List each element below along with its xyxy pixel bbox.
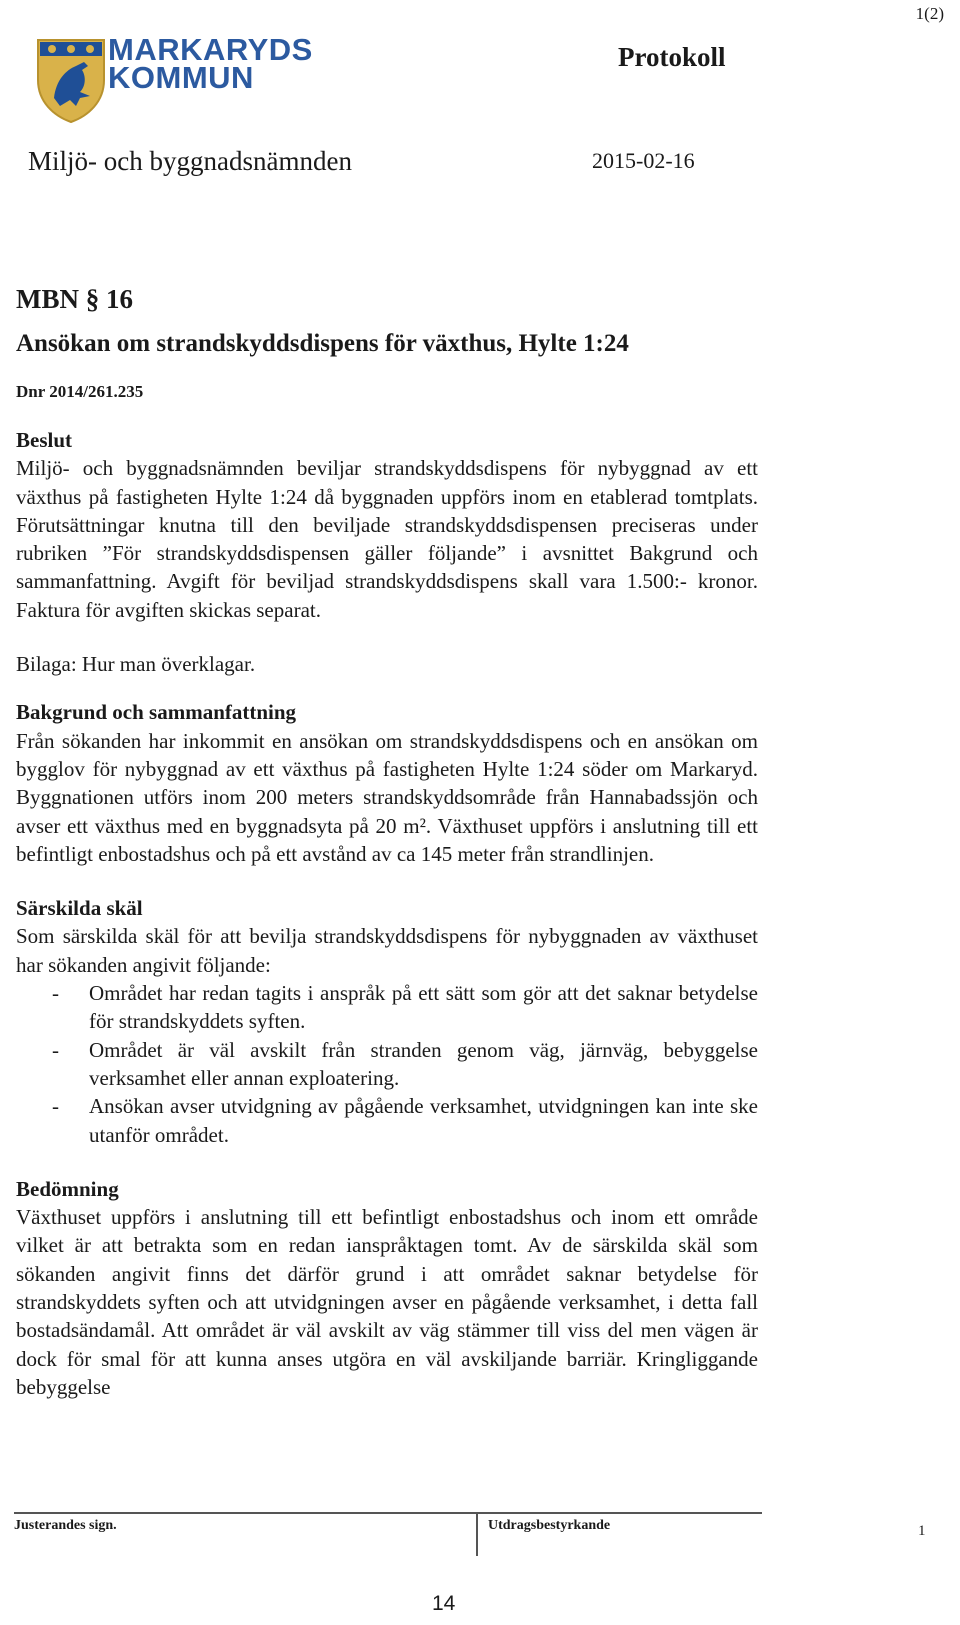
list-item-text: Området har redan tagits i anspråk på ett sätt som gör att det saknar betydelse för strandskyddets syften. [89, 981, 758, 1034]
bilaga-text: Bilaga: Hur man överklagar. [16, 652, 256, 677]
document-type: Protokoll [618, 42, 726, 72]
case-number: MBN § 16 [16, 284, 133, 314]
bakgrund-text: Från sökanden har inkommit en ansökan om strandskyddsdispens och en ansökan om bygglov för nybyggnad av ett växthus på fastigheten Hylte 1:24 söder om Markaryd. Byggnationen utförs inom 200 meters strandskyddsområde från Hannabadssjön och avser ett växthus med en byggnadsyta på 20 m². Växthuset uppförs i anslutning till ett befintligt enbostadshus och på ett avstånd av ca 145 meter från strandlinjen. [16, 728, 758, 866]
section-heading-beslut: Beslut [16, 428, 73, 452]
section-heading-bedomning: Bedömning [16, 1176, 119, 1201]
logo-wordmark [108, 32, 313, 95]
bedomning-text: Växthuset uppförs i anslutning till ett befintligt enbostadshus och inom ett område vilket är att betrakta som en redan ianspråktagen tomt. Av de särskilda skäl som sökanden angivit finns det därför grund i att området saknar betydelse för strandskyddets syften och att utvidgningen avser en pågående verksamhet, i detta fall bostadsändamål. Att området är väl avskilt av väg stämmer till viss del men vägen är dock för smal för att kunna anses utgöra en väl avskiljande barriär. Kringliggande bebyggelse [16, 1205, 758, 1399]
footer-divider [14, 1512, 762, 1514]
beslut-text: Miljö- och byggnadsnämnden beviljar strandskyddsdispens för nybyggnad av ett växthus på fastigheten Hylte 1:24 då byggnaden uppförs inom en etablerad tomtplats. Förutsättningar knutna till den beviljade strandskyddsdispensen preciseras under rubriken ”För strandskyddsdispensen gäller följande” i avsnittet Bakgrund och sammanfattning. Avgift för beviljad strandskyddsdispens skall vara 1.500:- kronor. Faktura för avgiften skickas separat. [16, 456, 758, 622]
list-item [16, 1092, 758, 1149]
sarskilda-intro: Som särskilda skäl för att bevilja strandskyddsdispens för nybyggnaden av växthuset har sökanden angivit följande: [16, 924, 758, 977]
reasons-list [16, 979, 758, 1149]
meeting-date: 2015-02-16 [592, 148, 695, 173]
utdragsbestyrkande-label: Utdragsbestyrkande [488, 1518, 611, 1533]
page-indicator: 1(2) [915, 4, 944, 23]
dash-bullet: - [52, 1094, 59, 1119]
coat-of-arms-icon [36, 36, 106, 124]
logo-line-2: KOMMUN [108, 60, 254, 95]
document-body [16, 426, 758, 1401]
municipality-logo [36, 32, 336, 126]
list-item-text: Området är väl avskilt från stranden genom väg, järnväg, bebyggelse verksamhet eller annan exploatering. [89, 1037, 758, 1090]
section-heading-sarskilda: Särskilda skäl [16, 896, 143, 921]
dash-bullet: - [52, 1037, 59, 1062]
board-name: Miljö- och byggnadsnämnden [28, 146, 352, 176]
list-item-text: Ansökan avser utvidgning av pågående verksamhet, utvidgningen kan inte ske utanför området. [89, 1094, 758, 1147]
justerandes-sign-label: Justerandes sign. [14, 1518, 117, 1533]
list-item [16, 1036, 758, 1093]
bottom-page-number: 14 [432, 1592, 456, 1615]
section-heading-bakgrund: Bakgrund och sammanfattning [16, 700, 297, 725]
diary-number: Dnr 2014/261.235 [16, 382, 144, 401]
case-title: Ansökan om strandskyddsdispens för växthus, Hylte 1:24 [16, 330, 629, 357]
dash-bullet: - [52, 981, 59, 1006]
logo-line-1: MARKARYDS [108, 32, 313, 67]
list-item [16, 979, 758, 1036]
footer-page-number: 1 [918, 1523, 926, 1539]
footer-vertical-divider [476, 1512, 478, 1556]
